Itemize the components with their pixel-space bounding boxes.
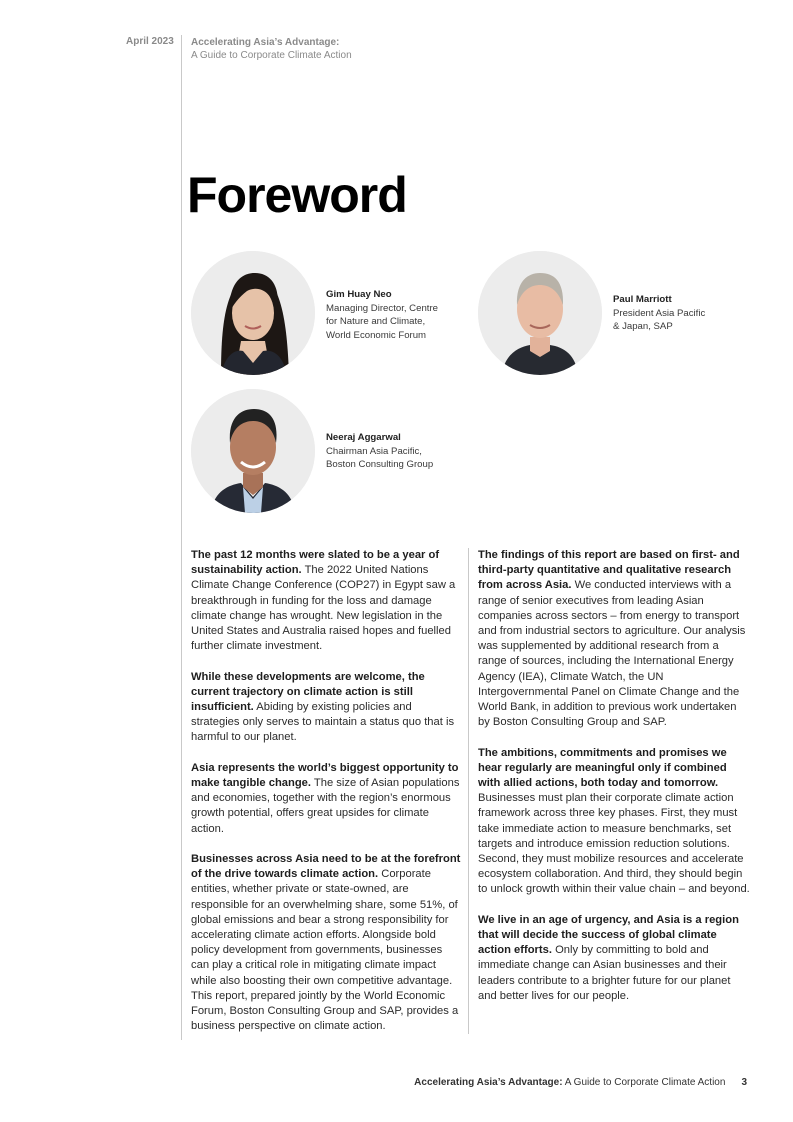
- paragraph-lead: The findings of this report are based on first- and third-party quantitative and qualitative research from across Asia.: [478, 549, 740, 592]
- paragraph-lead: The past 12 months were slated to be a year of sustainability action.: [191, 549, 440, 577]
- portrait-neeraj-aggarwal: [191, 389, 315, 513]
- paragraph: [191, 852, 463, 1034]
- header-date: April 2023: [126, 36, 174, 47]
- paragraph: [191, 761, 463, 837]
- header-title: Accelerating Asia’s Advantage:: [191, 37, 340, 48]
- paragraph-text: The 2022 United Nations Climate Change Conference (COP27) in Egypt saw a breakthrough in funding for the loss and damage climate change has wrought. New legislation in the United States and Australia raised hopes and fuelled further climate investment.: [191, 564, 456, 653]
- right-column: [478, 548, 750, 1019]
- paragraph: [191, 548, 463, 654]
- page-number: 3: [741, 1077, 747, 1088]
- paragraph-text: The size of Asian populations and economies, together with the region’s enormous growth potential, offers great upsides for climate action.: [191, 777, 460, 835]
- header-subtitle: A Guide to Corporate Climate Action: [191, 50, 352, 61]
- paragraph: [191, 670, 463, 746]
- paragraph-lead: The ambitions, commitments and promises we hear regularly are meaningful only if combined with allied actions, both today and tomorrow.: [478, 746, 727, 790]
- person-info: [326, 431, 433, 472]
- paragraph: [478, 746, 750, 898]
- page-title: Foreword: [187, 167, 407, 223]
- vertical-rule: [181, 35, 182, 1040]
- person-role-line: for Nature and Climate,: [326, 316, 426, 327]
- paragraph-text: Corporate entities, whether private or state-owned, are responsible for an overwhelming share, some 51%, of global emissions and bear a strong responsibility for accelerating climate action efforts. Alongside bold policy development from governments, businesses can play a critical role in mitigating climate impact while also boosting their own competitive advantage. This report, prepared jointly by the World Economic Forum, Boston Consulting Group and SAP, provides a business perspective on climate action.: [191, 868, 459, 1033]
- page-footer: [414, 1077, 747, 1088]
- portrait-paul-marriott: [478, 251, 602, 375]
- person-role-line: Managing Director, Centre: [326, 302, 438, 314]
- person-role-line: World Economic Forum: [326, 329, 427, 341]
- paragraph-lead: Businesses across Asia need to be at the forefront of the drive towards climate action.: [191, 853, 461, 881]
- paragraph-text: Abiding by existing policies and strategies only serves to maintain a status quo that is harmful to our planet.: [191, 701, 455, 744]
- person-info: [326, 288, 438, 342]
- paragraph-text: Businesses must plan their corporate climate action framework across three key phases. First, they must take immediate action to measure benchmarks, set targets and introduce emission reduction solutions. Second, they must mobilize resources and accelerate ecosystem collaboration. And third, they should begin to unlock growth within their value chain – and beyond.: [478, 792, 750, 896]
- person-info: [613, 293, 705, 334]
- paragraph: [478, 548, 750, 730]
- paragraph-text: We conducted interviews with a range of senior executives from leading Asian companies across sectors – from energy to transport and from industrial sectors to agriculture. Our analysis was supplemented by additional research from a range of sources, including the International Energy Agency (IEA), Climate Watch, the UN Intergovernmental Panel on Climate Change and the World Bank, in addition to previous work undertaken by Boston Consulting Group and SAP.: [478, 579, 746, 729]
- left-column: [191, 548, 463, 1050]
- paragraph-lead: While these developments are welcome, the current trajectory on climate action is still insufficient.: [191, 670, 425, 714]
- header-title-block: [191, 36, 352, 62]
- person-name: Neeraj Aggarwal: [326, 432, 401, 443]
- paragraph-text: Only by committing to bold and immediate change can Asian businesses and their leaders contribute to a brighter future for our planet and better lives for our people.: [478, 944, 731, 1002]
- person-name: Gim Huay Neo: [326, 289, 392, 300]
- column-divider: [468, 548, 469, 1034]
- person-role-line: & Japan, SAP: [613, 321, 673, 332]
- paragraph: [478, 913, 750, 1004]
- paragraph-lead: Asia represents the world’s biggest opportunity to make tangible change.: [191, 761, 459, 790]
- footer-title-bold: Accelerating Asia’s Advantage:: [414, 1077, 563, 1088]
- footer-title-rest: A Guide to Corporate Climate Action: [562, 1077, 726, 1088]
- person-role-line: President Asia Pacific: [613, 307, 706, 319]
- portrait-gim-huay-neo: [191, 251, 315, 375]
- paragraph-lead: We live in an age of urgency, and Asia is a region that will decide the success of global climate action efforts.: [478, 913, 739, 957]
- person-role-line: Boston Consulting Group: [326, 459, 434, 470]
- person-role-line: Chairman Asia Pacific,: [326, 445, 422, 457]
- person-name: Paul Marriott: [613, 294, 672, 305]
